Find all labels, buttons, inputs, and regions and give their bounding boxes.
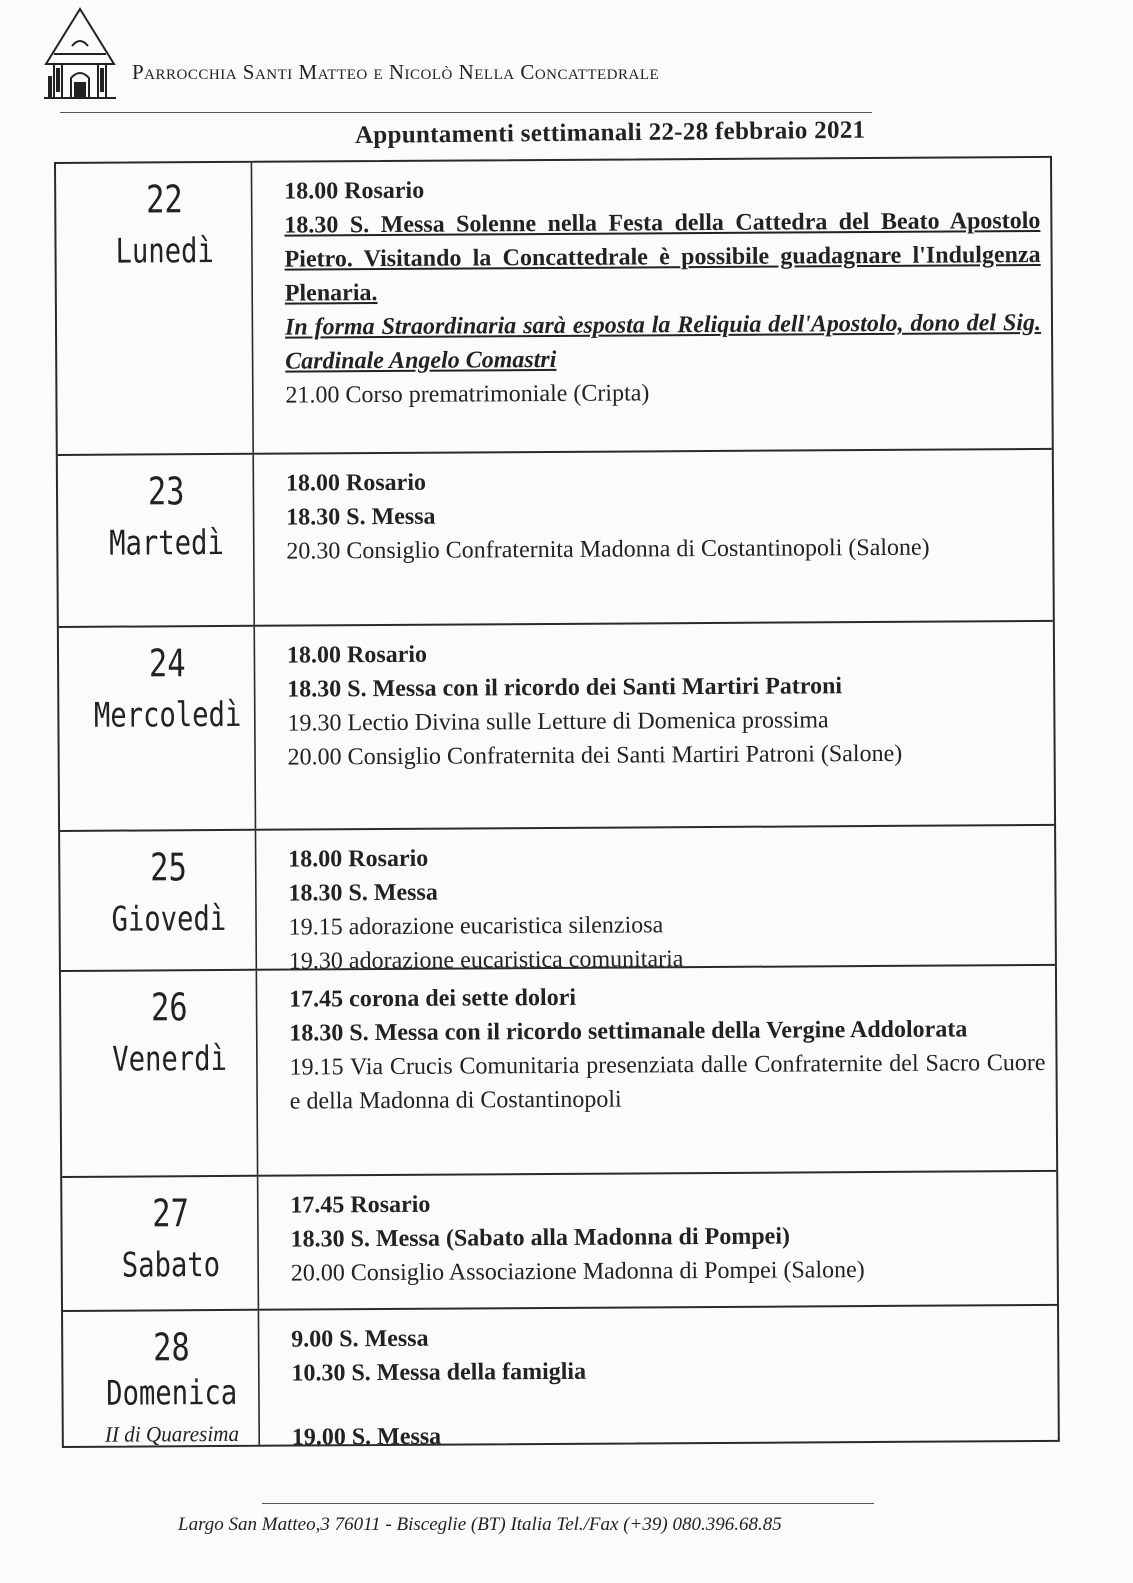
event-item: In forma Straordinaria sarà esposta la Reliquia dell'Apostolo, dono del Sig. Cardinale Angelo Comastri [284, 309, 1042, 375]
church-logo-icon [40, 6, 120, 102]
events-cell [276, 450, 1053, 625]
day-number: 28 [152, 1325, 190, 1370]
event-item: 18.30 S. Messa Solenne nella Festa della Cattedra del Beato Apostolo Pietro. Visitando la Concattedrale è possibile guadagnare l'Indulgenza Plenaria. [284, 207, 1041, 307]
event-item: 18.30 S. Messa [288, 879, 438, 907]
event-item: 18.00 Rosario [284, 177, 425, 205]
event-item: 19.00 S. Messa [291, 1423, 442, 1451]
event-item: 19.15 Via Crucis Comunitaria presenziata dalle Confraternite del Sacro Cuore e della Madonna di Costantinopoli [289, 1049, 1046, 1115]
schedule-row-28 [63, 1304, 1058, 1451]
schedule-row-25 [60, 824, 1055, 975]
events-cell [278, 826, 1055, 975]
day-name: Sabato [121, 1245, 221, 1286]
schedule-row-22 [56, 158, 1052, 454]
day-name: Domenica [106, 1372, 238, 1414]
day-name: Venerdì [112, 1038, 228, 1080]
day-name: Mercoledì [93, 694, 242, 736]
events-cell [274, 158, 1052, 453]
day-cell [82, 831, 257, 970]
event-item: 19.15 adorazione eucaristica silenziosa [288, 912, 664, 941]
event-item: 18.00 Rosario [286, 641, 428, 669]
event-item: 20.00 Consiglio Confraternita dei Santi Martiri Patroni (Salone) [287, 740, 903, 771]
day-cell [80, 455, 255, 626]
event-item: 18.00 Rosario [285, 469, 427, 497]
schedule-row-27 [62, 1170, 1057, 1310]
header-divider [60, 112, 872, 113]
day-name: Giovedì [111, 898, 227, 940]
event-item: 17.45 Rosario [290, 1191, 431, 1219]
event-item: 20.00 Consiglio Associazione Madonna di Pompei (Salone) [290, 1257, 865, 1287]
event-item: 9.00 S. Messa [291, 1325, 429, 1353]
events-cell [281, 1306, 1058, 1451]
day-cell [81, 627, 257, 830]
day-name: Martedì [109, 522, 224, 564]
parish-name: Parrocchia Santi Matteo e Nicolò Nella Concattedrale [132, 60, 660, 84]
events-cell [280, 1172, 1057, 1309]
event-item: 10.30 S. Messa della famiglia [291, 1358, 587, 1387]
event-item: 17.45 corona dei sette dolori [289, 984, 577, 1013]
event-item: 18.30 S. Messa (Sabato alla Madonna di Pompei) [290, 1223, 791, 1253]
day-number: 26 [150, 985, 188, 1030]
day-name: Lunedì [115, 231, 214, 272]
weekly-schedule-table [54, 156, 1060, 1451]
day-number: 25 [150, 845, 187, 890]
schedule-row-23 [58, 448, 1053, 626]
day-cell [85, 1311, 260, 1446]
event-item: 19.30 Lectio Divina sulle Letture di Domenica prossima [287, 707, 829, 737]
day-cell [84, 1177, 259, 1310]
day-number: 24 [148, 641, 186, 686]
day-number: 23 [147, 469, 185, 514]
event-item: 18.30 S. Messa con il ricordo settimanale della Vergine Addolorata [289, 1016, 968, 1047]
day-number: 27 [152, 1191, 190, 1236]
page-title: Appuntamenti settimanali 22-28 febbraio 2021 [354, 116, 866, 149]
event-item: 18.00 Rosario [288, 845, 429, 873]
footer-address: Largo San Matteo,3 76011 - Bisceglie (BT) Italia Tel./Fax (+39) 080.396.68.85 [178, 1514, 782, 1535]
day-number: 22 [145, 177, 183, 222]
day-cell [83, 971, 259, 1176]
schedule-row-26 [61, 964, 1056, 1176]
event-item: 20.30 Consiglio Confraternita Madonna di Costantinopoli (Salone) [286, 534, 930, 565]
liturgical-note: II di Quaresima [104, 1420, 240, 1447]
event-item: 19.30 adorazione eucaristica comunitaria [288, 946, 684, 975]
events-cell [277, 622, 1054, 829]
event-item: 18.30 S. Messa [286, 503, 436, 531]
event-item: 18.30 S. Messa con il ricordo dei Santi Martiri Patroni [287, 673, 843, 703]
events-cell [279, 966, 1056, 1175]
schedule-row-24 [59, 620, 1054, 830]
day-cell [78, 163, 254, 454]
event-item: 21.00 Corso prematrimoniale (Cripta) [285, 380, 650, 409]
footer-divider [262, 1503, 874, 1504]
